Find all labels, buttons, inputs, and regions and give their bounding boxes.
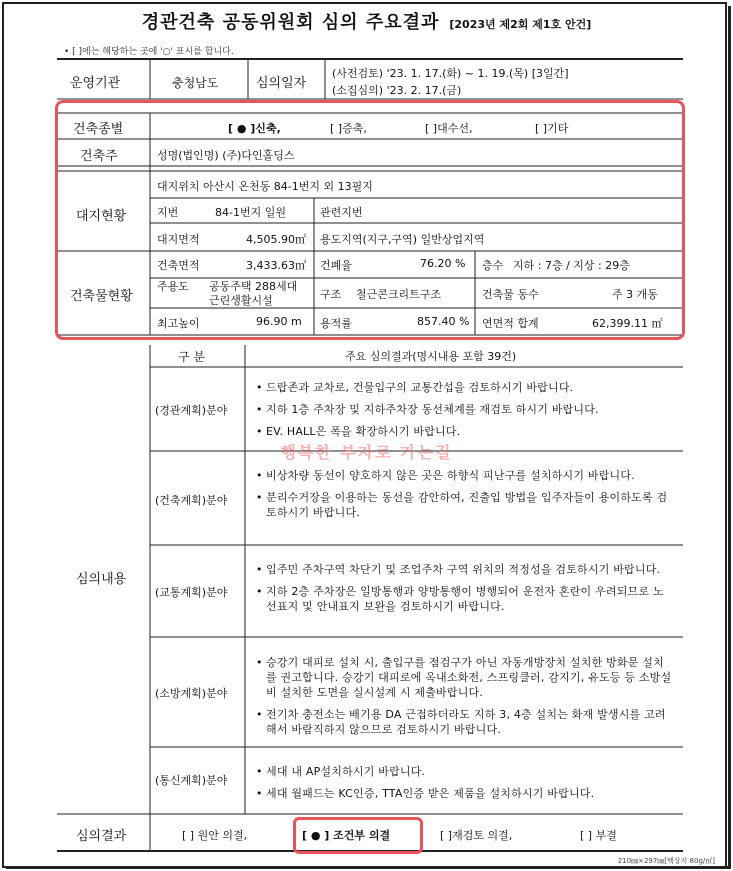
review-col-category: 구 분: [178, 350, 205, 364]
site-label: 대지현황: [76, 209, 127, 224]
category-architecture: (건축계획)분야: [155, 494, 228, 507]
agenda-tag: [2023년 제2회 제1호 안건]: [449, 18, 592, 31]
review-point: • 지하 2층 주차장은 일방통행과 양방통행이 병행되어 운전자 혼란이 우려되므로 노선표지 및 안내표지 보완을 검토하시기 바랍니다.: [266, 584, 672, 614]
related-lot-label: 관련지번: [320, 206, 363, 219]
building-count-label: 건축물 동수: [482, 288, 539, 301]
height-label: 최고높이: [157, 317, 200, 330]
review-section-label: 심의내용: [76, 572, 127, 587]
floors-value: 지하 : 7층 / 지상 : 29층: [513, 259, 630, 272]
review-point: • 세대 월패드는 KC인증, TTA인증 받은 제품을 설치하시기 바랍니다.: [266, 786, 672, 801]
building-area-value: 3,433.63㎡: [246, 259, 306, 272]
coverage-value: 76.20 %: [420, 257, 466, 270]
use-line-2: 근린생활시설: [209, 294, 273, 307]
type-major-repair: [ ]대수선,: [425, 122, 473, 135]
type-other: [ ]기타: [535, 122, 569, 135]
review-point: • 비상차량 동선이 양호하지 않은 곳은 하향식 피난구를 설치하시기 바랍니다.: [266, 468, 672, 483]
result-conditional: [ ● ] 조건부 의결: [302, 829, 391, 842]
building-count-value: 주 3 개동: [612, 288, 658, 301]
building-area-label: 건축면적: [157, 259, 200, 272]
org-label: 운영기관: [70, 76, 121, 91]
org-value: 충청남도: [172, 76, 219, 90]
height-value: 96.90 m: [256, 315, 302, 328]
use-line-1: 공동주택 288세대: [209, 280, 298, 293]
result-rejected: [ ] 부결: [580, 829, 617, 842]
far-label: 용적률: [320, 317, 352, 330]
structure-label: 구조: [320, 288, 342, 301]
category-telecom: (통신계획)분야: [155, 774, 228, 787]
coverage-label: 건폐율: [320, 259, 352, 272]
date-line-2: (소집심의) '23. 2. 17.(금): [332, 84, 462, 97]
review-point: • 드랍존과 교차로, 건물입구의 교통간섭을 검토하시기 바랍니다.: [266, 380, 672, 395]
review-point: • 세대 내 AP설치하시기 바랍니다.: [266, 764, 672, 779]
architecture-points: [252, 468, 672, 527]
review-point: • 지하 1층 주차장 및 지하주차장 동선체계를 재검토 하시기 바랍니다.: [266, 402, 672, 417]
result-reexamine: [ ]재검토 의결,: [440, 829, 513, 842]
review-point: • 전기차 충전소는 배기용 DA 근접하더라도 지하 3, 4층 설치는 화재 발생시를 고려해서 바람직하지 않으므로 검토하시기 바랍니다.: [266, 707, 672, 737]
instruction-note: • [ ]에는 해당하는 곳에 '○' 표시를 합니다.: [64, 47, 234, 57]
total-area-label: 연면적 합계: [482, 317, 539, 330]
site-area-label: 대지면적: [157, 233, 200, 246]
lot-value: 84-1번지 일원: [215, 206, 286, 219]
category-traffic: (교통계획)분야: [155, 586, 228, 599]
review-col-results: 주요 심의결과(명시내용 포함 39건): [345, 350, 517, 363]
document-title: 경관건축 공동위원회 심의 주요결과 [2023년 제2회 제1호 안건]: [141, 12, 592, 33]
category-landscape: (경관계획)분야: [155, 404, 228, 417]
building-info-highlight: [55, 100, 685, 340]
type-new: [ ● ]신축,: [228, 122, 281, 135]
result-original: [ ] 원안 의결,: [182, 829, 248, 842]
site-area-value: 4,505.90㎡: [246, 233, 306, 246]
type-label: 건축종별: [73, 122, 124, 137]
zoning: 용도지역(지구,구역) 일반상업지역: [320, 233, 485, 246]
type-extension: [ ]증축,: [330, 122, 367, 135]
review-point: • 분리수거장을 이용하는 동선을 감안하여, 진출입 방법을 입주자들이 용이하도록 검토하시기 바랍니다.: [266, 490, 672, 520]
paper-spec: 210㎜×297㎜[백상지 80g/㎡]: [617, 857, 715, 865]
use-label: 주용도: [157, 280, 189, 293]
traffic-points: [252, 562, 672, 621]
category-fire: (소방계획)분야: [155, 687, 228, 700]
owner-label: 건축주: [80, 149, 118, 164]
result-label: 심의결과: [76, 829, 127, 844]
review-point: • EV. HALL은 폭을 확장하시기 바랍니다.: [266, 424, 672, 439]
date-label: 심의일자: [256, 76, 307, 91]
lot-label: 지번: [157, 206, 179, 219]
total-area-value: 62,399.11 ㎡: [592, 317, 663, 330]
building-status-label: 건축물현황: [70, 289, 133, 304]
date-line-1: (사전검토) '23. 1. 17.(화) ~ 1. 19.(목) [3일간]: [332, 67, 569, 80]
telecom-points: [252, 764, 672, 808]
site-location: 대지위치 아산시 온천동 84-1번지 외 13필지: [157, 180, 373, 193]
structure-value: 철근콘크리트구조: [356, 288, 442, 301]
owner-value: 성명(법인명) (주)다인홀딩스: [157, 149, 295, 162]
floors-label: 층수: [482, 259, 504, 272]
landscape-points: [252, 380, 672, 446]
review-point: • 입주민 주차구역 차단기 및 조업주차 구역 위치의 적정성을 검토하시기 바랍니다.: [266, 562, 672, 577]
review-point: • 승강기 대피로 설치 시, 출입구를 점검구가 아닌 자동개방장치 설치한 방화문 설치를 권고합니다. 승강기 대피로에 옥내소화전, 스프링클러, 감지기, 유도등 등 소방설비 설치한 도면을 실시설계 시 제출바랍니다.: [266, 655, 672, 700]
watermark: 행복한 부자로 가는길: [280, 443, 453, 462]
far-value: 857.40 %: [417, 315, 470, 328]
fire-points: [252, 655, 672, 744]
